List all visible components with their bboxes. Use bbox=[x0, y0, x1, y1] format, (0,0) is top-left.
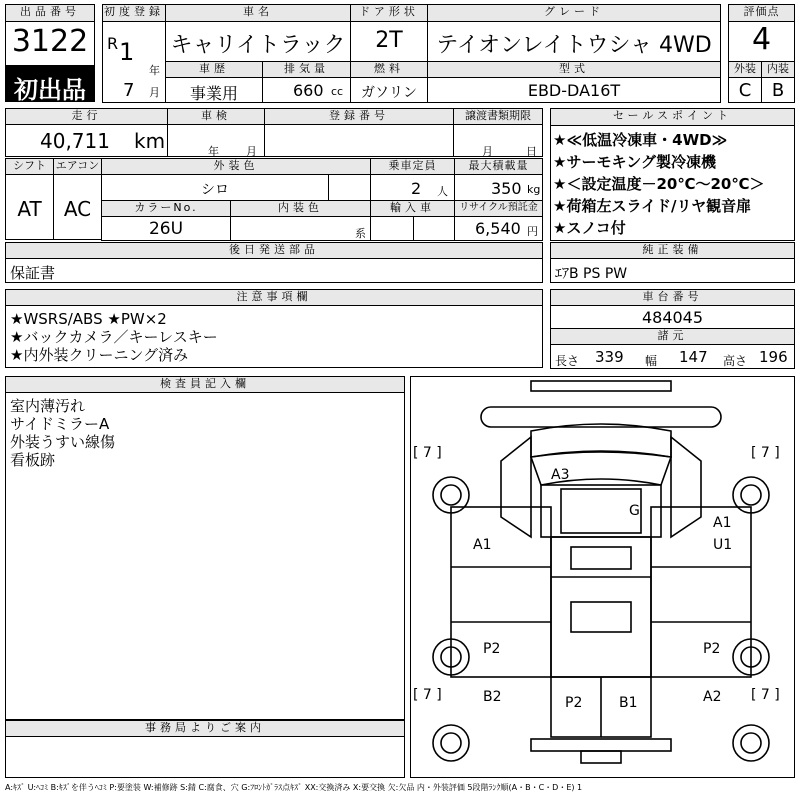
sales-points-header: セールスポイント bbox=[550, 108, 795, 126]
mark-p2-right: P2 bbox=[703, 641, 721, 657]
inspector-note-1: 室内薄汚れ bbox=[10, 397, 86, 415]
mileage-box bbox=[5, 124, 168, 157]
dims-box bbox=[550, 344, 795, 369]
displacement-box bbox=[262, 77, 351, 103]
shift: AT bbox=[17, 197, 42, 221]
displacement-header: 排気量 bbox=[262, 61, 351, 78]
max-load: 350 bbox=[491, 179, 522, 198]
interior-color-box bbox=[230, 216, 371, 241]
displacement-unit: cc bbox=[331, 85, 344, 98]
max-load-header: 最大積載量 bbox=[454, 158, 543, 175]
sales-point-3: ★＜設定温度－20℃～20℃＞ bbox=[553, 175, 765, 193]
import-box-2 bbox=[413, 216, 455, 241]
first-reg-year-unit: 年 bbox=[149, 64, 160, 77]
color-no: 26U bbox=[148, 219, 184, 239]
aircon-box bbox=[53, 174, 102, 240]
dims-header: 諸元 bbox=[550, 328, 795, 345]
later-parts-header: 後日発送部品 bbox=[5, 242, 543, 259]
color-extra-box bbox=[328, 174, 371, 201]
interior-grade: B bbox=[771, 80, 785, 101]
first-reg-year: 1 bbox=[119, 38, 135, 66]
first-reg-header: 初度登録 bbox=[102, 4, 166, 22]
sales-point-4: ★荷箱左スライド/リヤ観音扉 bbox=[553, 197, 752, 215]
notes-header: 注意事項欄 bbox=[5, 289, 543, 306]
exterior-grade-header: 外装 bbox=[728, 61, 762, 78]
recycle-header: リサイクル預託金 bbox=[454, 200, 543, 217]
width: 147 bbox=[679, 348, 708, 366]
mileage: 40,711 bbox=[40, 129, 110, 153]
bracket-bottom-right: [ 7 ] bbox=[751, 687, 780, 703]
notes-box bbox=[5, 305, 543, 368]
interior-color-unit: 系 bbox=[355, 227, 366, 240]
sales-point-5: ★スノコ付 bbox=[553, 219, 626, 237]
color-header: 外装色 bbox=[101, 158, 371, 175]
length: 339 bbox=[595, 348, 624, 366]
mileage-unit: km bbox=[134, 129, 166, 153]
sales-point-1: ★≪低温冷凍車・4WD≫ bbox=[553, 131, 728, 149]
first-listing-text: 初出品 bbox=[14, 76, 86, 104]
score: 4 bbox=[751, 22, 772, 57]
color-box bbox=[101, 174, 329, 201]
equipment-box bbox=[550, 258, 795, 283]
chassis-box bbox=[550, 305, 795, 329]
exterior-grade-box bbox=[728, 77, 762, 103]
reg-no-header: 登録番号 bbox=[264, 108, 454, 125]
inspection-month-unit: 月 bbox=[246, 145, 257, 158]
color-no-header: カラーNo. bbox=[101, 200, 231, 217]
car-name: キャリイトラック bbox=[170, 33, 346, 58]
bracket-bottom-left: [ 7 ] bbox=[413, 687, 442, 703]
inspector-note-3: 外装うすい線傷 bbox=[10, 433, 116, 451]
bracket-top-left: [ 7 ] bbox=[413, 445, 442, 461]
height: 196 bbox=[759, 348, 788, 366]
inspection-box bbox=[167, 124, 265, 157]
inspection-header: 車検 bbox=[167, 108, 265, 125]
transfer-month-unit: 月 bbox=[482, 145, 493, 158]
score-header: 評価点 bbox=[728, 4, 795, 22]
transfer-day-unit: 日 bbox=[526, 145, 537, 158]
legend: A:ｷｽﾞ U:ﾍｺﾐ B:ｷｽﾞを伴うﾍｺﾐ P:要塗装 W:補修跡 S:錆 C:腐食、穴 G:ﾌﾛﾝﾄｶﾞﾗｽ点ｷｽﾞ XX:交換済み X:要交換 欠:欠品 内・外装評価 5段階ﾗﾝｸ順(A・B・C・D・E) 1 bbox=[5, 783, 583, 792]
recycle-unit: 円 bbox=[527, 225, 538, 238]
capacity-box bbox=[370, 174, 455, 201]
later-parts-box bbox=[5, 258, 543, 283]
first-reg-era: R bbox=[107, 34, 119, 53]
model-code-box bbox=[427, 77, 721, 103]
model-code-header: 型式 bbox=[427, 61, 721, 78]
lot-number-header: 出品番号 bbox=[5, 4, 95, 22]
door-box bbox=[350, 21, 428, 62]
lot-number-box bbox=[5, 21, 95, 66]
first-listing-badge bbox=[5, 66, 95, 102]
mark-a1-left: A1 bbox=[473, 537, 492, 553]
history-header: 車歴 bbox=[165, 61, 263, 78]
sales-point-2: ★サーモキング製冷凍機 bbox=[553, 153, 716, 171]
max-load-box bbox=[454, 174, 543, 201]
reg-no-box bbox=[264, 124, 454, 157]
history-box bbox=[165, 77, 263, 103]
note-1: ★WSRS/ABS ★PW×2 bbox=[10, 310, 167, 328]
door-type: 2T bbox=[375, 28, 403, 53]
car-name-header: 車名 bbox=[165, 4, 351, 22]
vehicle-diagram bbox=[410, 376, 795, 778]
capacity: 2 bbox=[411, 179, 422, 198]
model-code: EBD-DA16T bbox=[527, 81, 621, 100]
history: 事業用 bbox=[189, 84, 238, 103]
color-no-box bbox=[101, 216, 231, 241]
note-3: ★内外装クリーニング済み bbox=[10, 346, 189, 364]
mark-b1: B1 bbox=[619, 695, 638, 711]
inspector-box bbox=[5, 392, 405, 720]
transfer-deadline-box bbox=[453, 124, 543, 157]
lot-number: 3122 bbox=[11, 24, 89, 59]
shift-box bbox=[5, 174, 54, 240]
inspector-note-4: 看板跡 bbox=[10, 451, 56, 469]
equipment-header: 純正装備 bbox=[550, 242, 795, 259]
fuel-box bbox=[350, 77, 428, 103]
aircon: AC bbox=[63, 197, 92, 221]
inspector-header: 検査員記入欄 bbox=[5, 376, 405, 393]
sales-points-box bbox=[550, 125, 795, 241]
bracket-top-right: [ 7 ] bbox=[751, 445, 780, 461]
first-reg-month: 7 bbox=[123, 80, 135, 101]
truck-outline bbox=[411, 377, 794, 777]
recycle: 6,540 bbox=[475, 219, 521, 238]
import-header: 輸入車 bbox=[370, 200, 455, 217]
transfer-deadline-header: 譲渡書類期限 bbox=[453, 108, 543, 125]
car-name-box bbox=[165, 21, 351, 62]
height-label: 高さ bbox=[723, 354, 748, 368]
max-load-unit: kg bbox=[527, 183, 541, 196]
inspection-year-unit: 年 bbox=[208, 145, 219, 158]
interior-grade-header: 内装 bbox=[761, 61, 795, 78]
mark-a2: A2 bbox=[703, 689, 722, 705]
mark-u1: U1 bbox=[713, 537, 733, 553]
mileage-header: 走行 bbox=[5, 108, 168, 125]
capacity-header: 乗車定員 bbox=[370, 158, 455, 175]
grade-header: グレード bbox=[427, 4, 721, 22]
note-2: ★バックカメラ／キーレスキー bbox=[10, 328, 218, 346]
mark-g: G bbox=[629, 503, 640, 519]
displacement: 660 bbox=[293, 81, 324, 100]
mark-p2-left: P2 bbox=[483, 641, 501, 657]
capacity-unit: 人 bbox=[437, 185, 448, 198]
fuel: ガソリン bbox=[361, 85, 417, 101]
shift-header: シフト bbox=[5, 158, 54, 175]
length-label: 長さ bbox=[555, 354, 580, 368]
mark-a3: A3 bbox=[551, 467, 570, 483]
exterior-grade: C bbox=[738, 80, 752, 101]
interior-grade-box bbox=[761, 77, 795, 103]
office-box bbox=[5, 736, 405, 778]
import-box bbox=[370, 216, 414, 241]
door-header: ドア形状 bbox=[350, 4, 428, 22]
grade-box bbox=[427, 21, 721, 62]
interior-color-header: 内装色 bbox=[230, 200, 371, 217]
chassis-header: 車台番号 bbox=[550, 289, 795, 306]
mark-a1-right: A1 bbox=[713, 515, 732, 531]
office-header: 事務局よりご案内 bbox=[5, 720, 405, 737]
grade: テイオンレイトウシャ 4WD bbox=[436, 33, 712, 58]
first-reg-month-unit: 月 bbox=[149, 86, 160, 99]
score-box bbox=[728, 21, 795, 62]
mark-p2-rear: P2 bbox=[565, 695, 583, 711]
later-parts: 保証書 bbox=[10, 264, 56, 282]
width-label: 幅 bbox=[645, 354, 658, 368]
color: シロ bbox=[201, 182, 229, 198]
chassis-number: 484045 bbox=[641, 308, 704, 327]
equipment: ｴｱB PS PW bbox=[555, 266, 628, 282]
recycle-box bbox=[454, 216, 543, 241]
aircon-header: エアコン bbox=[53, 158, 102, 175]
first-reg-box bbox=[102, 21, 166, 103]
inspector-note-2: サイドミラーA bbox=[10, 415, 110, 433]
fuel-header: 燃料 bbox=[350, 61, 428, 78]
mark-b2: B2 bbox=[483, 689, 502, 705]
